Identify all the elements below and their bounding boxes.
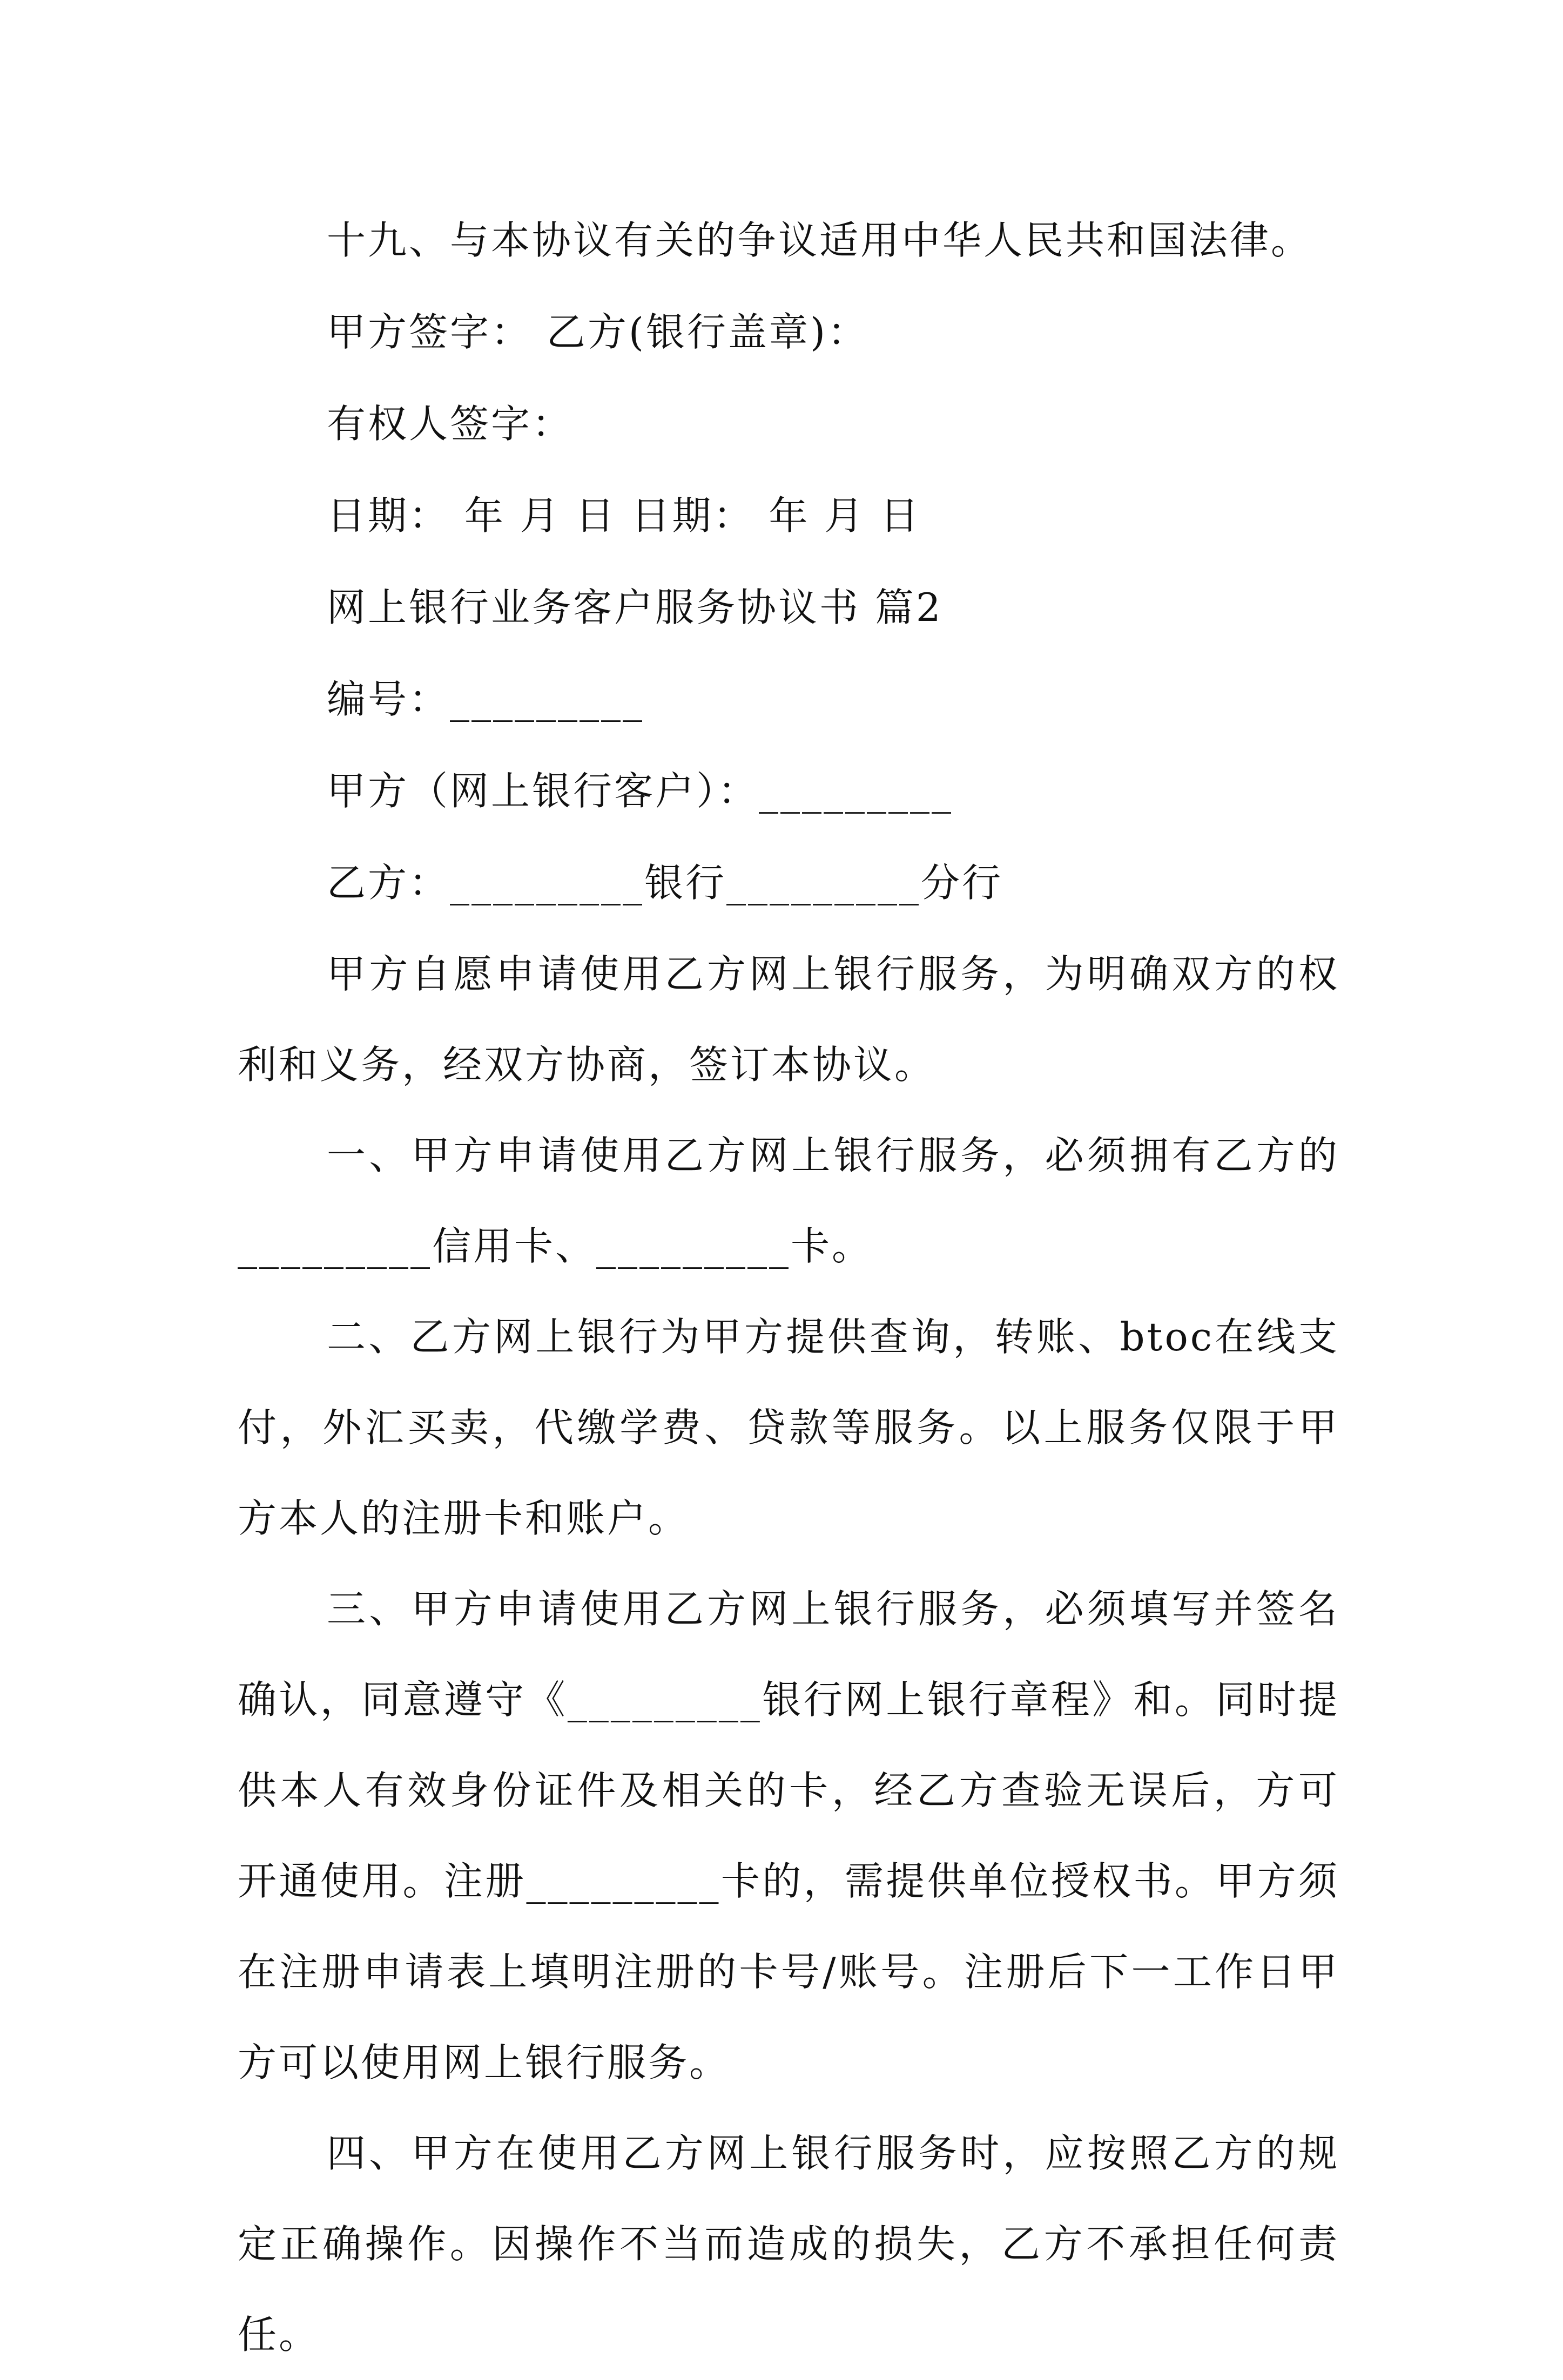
document-body bbox=[238, 194, 1339, 2380]
date-line: 日期： 年 月 日 日期： 年 月 日 bbox=[327, 493, 921, 538]
clause-one: 一、甲方申请使用乙方网上银行服务，必须拥有乙方的_________信用卡、_________卡。 bbox=[238, 1133, 1339, 1269]
clause-three: 三、甲方申请使用乙方网上银行服务，必须填写并签名确认，同意遵守《_________银行网上银行章程》和。同时提供本人有效身份证件及相关的卡，经乙方查验无误后，方可开通使用。注册_________卡的，需提供单位授权书。甲方须在注册申请表上填明注册的卡号/账号。注册后下一工作日甲方可以使用网上银行服务。 bbox=[238, 1586, 1339, 2085]
intro-paragraph: 甲方自愿申请使用乙方网上银行服务，为明确双方的权利和义务，经双方协商，签订本协议。 bbox=[238, 951, 1339, 1087]
section-title: 网上银行业务客户服务协议书 篇2 bbox=[327, 585, 943, 630]
party-b: 乙方：_________银行_________分行 bbox=[327, 860, 1003, 905]
authorized-signature-line: 有权人签字： bbox=[327, 401, 574, 447]
clause-two: 二、乙方网上银行为甲方提供查询，转账、btoc在线支付，外汇买卖，代缴学费、贷款等服务。以上服务仅限于甲方本人的注册卡和账户。 bbox=[238, 1314, 1339, 1541]
clause-nineteen: 十九、与本协议有关的争议适用中华人民共和国法律。 bbox=[327, 218, 1312, 263]
signature-line: 甲方签字： 乙方(银行盖章)： bbox=[327, 309, 869, 355]
contract-number: 编号：_________ bbox=[327, 677, 645, 722]
party-a: 甲方（网上银行客户）：_________ bbox=[327, 768, 954, 814]
clause-four: 四、甲方在使用乙方网上银行服务时，应按照乙方的规定正确操作。因操作不当而造成的损失，乙方不承担任何责任。 bbox=[238, 2131, 1339, 2357]
